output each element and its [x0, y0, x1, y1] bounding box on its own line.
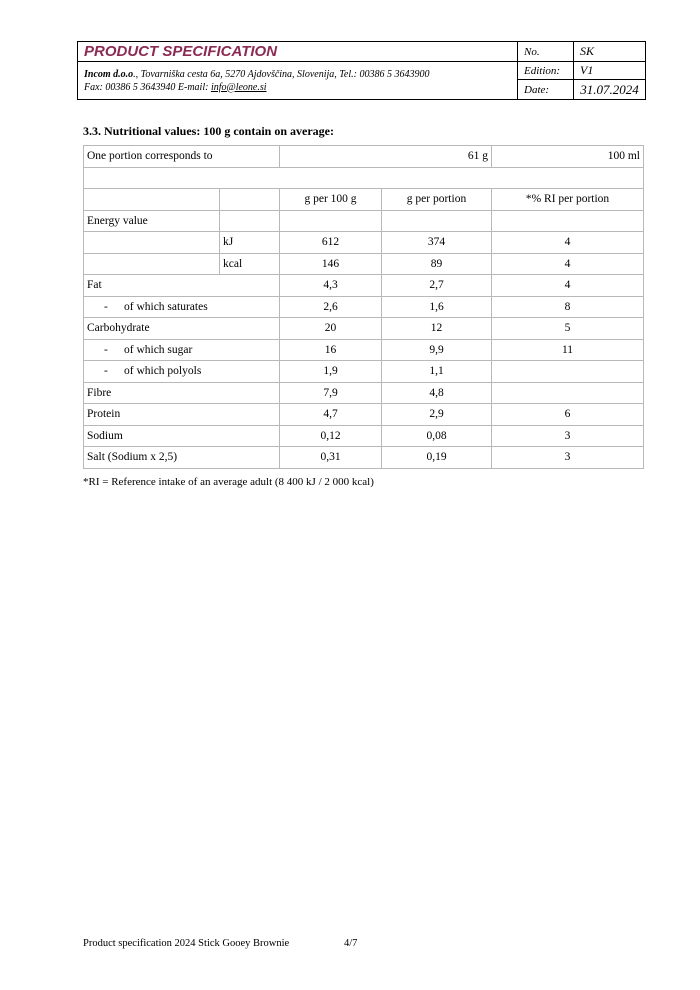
page-number: 4/7: [344, 938, 358, 949]
nutrient-label: Carbohydrate: [84, 318, 280, 340]
table-row: [84, 232, 644, 254]
per100-cell: 4,3: [280, 275, 382, 297]
ri-cell: [492, 361, 644, 383]
table-row: [84, 296, 644, 318]
date-label: Date:: [518, 80, 574, 100]
table-row: [84, 361, 644, 383]
per100-cell: 7,9: [280, 382, 382, 404]
dash-marker: -: [104, 300, 108, 313]
address-line-1: ., Tovarniška cesta 6a, 5270 Ajdovščina, Slovenija, Tel.: 00386 5 3643900: [133, 68, 430, 80]
spec-header: [77, 41, 646, 100]
ri-cell: 4: [492, 232, 644, 254]
per100-cell: 0,31: [280, 447, 382, 469]
per100-cell: 4,7: [280, 404, 382, 426]
energy-row: [84, 210, 644, 232]
date-value: 31.07.2024: [574, 80, 646, 100]
unit-cell: kcal: [220, 253, 280, 275]
per100-cell: 2,6: [280, 296, 382, 318]
footer-document-name: Product specification 2024 Stick Gooey Brownie: [83, 938, 290, 949]
nutrient-label: - of which saturates: [84, 296, 280, 318]
nutrient-label: - of which sugar: [84, 339, 280, 361]
table-row: [84, 404, 644, 426]
portion-cell: 4,8: [382, 382, 492, 404]
dash-marker: -: [104, 365, 108, 378]
ri-cell: 5: [492, 318, 644, 340]
ri-cell: 4: [492, 253, 644, 275]
portion-cell: 9,9: [382, 339, 492, 361]
unit-cell: kJ: [220, 232, 280, 254]
col-header-ri: *% RI per portion: [492, 189, 644, 211]
number-label: No.: [518, 42, 574, 62]
portion-cell: 374: [382, 232, 492, 254]
email-link[interactable]: info@leone.si: [210, 81, 267, 93]
per100-cell: 612: [280, 232, 382, 254]
portion-cell: 12: [382, 318, 492, 340]
nutrient-label: - of which polyols: [84, 361, 280, 383]
portion-cell: 2,9: [382, 404, 492, 426]
page-footer: [83, 938, 643, 949]
per100-cell: 146: [280, 253, 382, 275]
per100-cell: 1,9: [280, 361, 382, 383]
table-row: [84, 275, 644, 297]
table-row: [84, 425, 644, 447]
nutrient-label: Protein: [84, 404, 280, 426]
per100-cell: 20: [280, 318, 382, 340]
ri-cell: 8: [492, 296, 644, 318]
portion-cell: 2,7: [382, 275, 492, 297]
portion-cell: 1,6: [382, 296, 492, 318]
document-title: PRODUCT SPECIFICATION: [78, 42, 518, 62]
portion-cell: 89: [382, 253, 492, 275]
table-row: [84, 253, 644, 275]
edition-value: V1: [574, 62, 646, 80]
portion-label: One portion corresponds to: [84, 146, 280, 168]
ri-cell: 11: [492, 339, 644, 361]
col-header-perportion: g per portion: [382, 189, 492, 211]
ri-cell: 4: [492, 275, 644, 297]
edition-label: Edition:: [518, 62, 574, 80]
per100-cell: 16: [280, 339, 382, 361]
portion-row: [84, 146, 644, 168]
nutrition-table: [83, 145, 644, 469]
address-line-2: Fax: 00386 5 3643940 E-mail:: [84, 81, 211, 93]
portion-cell: 1,1: [382, 361, 492, 383]
ri-footnote: *RI = Reference intake of an average adult (8 400 kJ / 2 000 kcal): [83, 476, 374, 488]
per100-cell: 0,12: [280, 425, 382, 447]
portion-cell: 0,19: [382, 447, 492, 469]
col-header-per100: g per 100 g: [280, 189, 382, 211]
company-name: Incom d.o.o: [84, 68, 134, 80]
table-row: [84, 318, 644, 340]
number-value: SK: [574, 42, 646, 62]
table-row: [84, 382, 644, 404]
table-row: [84, 339, 644, 361]
nutrient-label: Salt (Sodium x 2,5): [84, 447, 280, 469]
portion-volume: 100 ml: [492, 146, 644, 168]
section-title: 3.3. Nutritional values: 100 g contain on average:: [83, 124, 334, 138]
company-address: [78, 62, 518, 100]
table-row: [84, 447, 644, 469]
energy-label: Energy value: [84, 210, 220, 232]
ri-cell: [492, 382, 644, 404]
nutrient-label: Sodium: [84, 425, 280, 447]
portion-weight: 61 g: [280, 146, 492, 168]
spacer-row: [84, 167, 644, 189]
nutrient-label: Fibre: [84, 382, 280, 404]
column-header-row: [84, 189, 644, 211]
nutrient-label: Fat: [84, 275, 280, 297]
dash-marker: -: [104, 343, 108, 356]
ri-cell: 3: [492, 447, 644, 469]
portion-cell: 0,08: [382, 425, 492, 447]
ri-cell: 6: [492, 404, 644, 426]
ri-cell: 3: [492, 425, 644, 447]
